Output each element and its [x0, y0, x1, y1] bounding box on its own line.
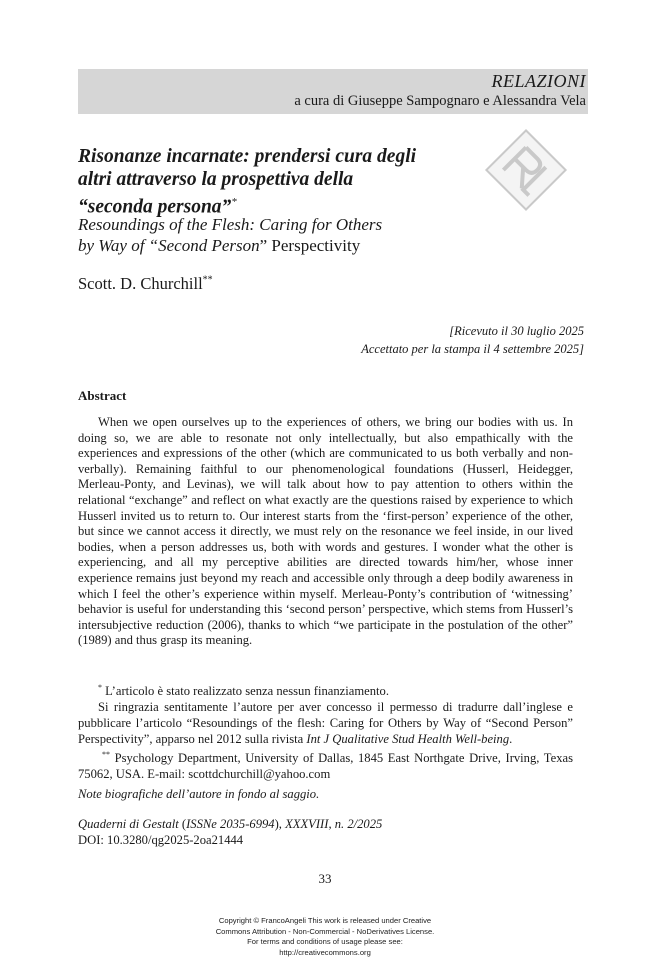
- submission-dates: [361, 322, 584, 358]
- journal-text: ),: [274, 817, 286, 831]
- title-line: altri attraverso la prospettiva della: [78, 169, 354, 190]
- title-line: [78, 235, 498, 256]
- title-text: by Way of “: [78, 236, 159, 255]
- title-text: Second Person: [158, 236, 260, 255]
- license-link[interactable]: http://creativecommons.org: [279, 947, 371, 957]
- accepted-date: Accettato per la stampa il 4 settembre 2025]: [361, 342, 584, 356]
- license-line: Commons Attribution - Non-Commercial - NoDerivatives License.: [215, 926, 435, 936]
- footnote-acknowledgement: [78, 699, 573, 747]
- journal-text: (: [178, 817, 187, 831]
- article-title-english: [78, 214, 498, 256]
- footnote-text: Si ringrazia sentitamente l’autore per aver concesso il permesso di tradurre dall’inglese e pubblicare l’articolo “Resoundings of the flesh: Caring for Others by Way of “Second Person” Perspectivity”, apparso nel 2012 sulla rivista: [78, 700, 573, 747]
- footnote-text: L’articolo è stato realizzato senza nessun finanziamento.: [102, 684, 389, 699]
- footnote-2: [78, 747, 573, 782]
- abstract-heading: Abstract: [78, 388, 127, 403]
- abstract-text: When we open ourselves up to the experiences of others, we bring our bodies with us. In doing so, we are able to resonate not only intellectually, but also empathically with the experiences and expressions of the other (which are communicated to us both verbally and non-verbally). Remaining faithful to our phenomenological foundations (Husserl, Heidegger, Merleau-Ponty, and Levinas), we will talk about how to pay attention to others within the relational “exchange” and reflect on what exactly are the questions raised by experience to which Husserl invited us to return to. Our interest starts from the ‘first-person’ experience of the other, but since we cannot access it directly, we must rely on the resonance we feel inside, in our lived bodies, when a person addresses us, both with words and gestures. I wonder what the other is experiencing, and all my perceptive abilities are directed towards him/her, whose inner experience remains just beyond my reach and accessible only through a deep bodily awareness in which I feel the other’s experience within myself. Merleau-Ponty’s contribution of ‘witnessing’ behavior is useful for understanding this ‘second person’ perspective, which stems from Husserl’s intersubjective reduction (2006), thanks to which “we participate in the postulation of the other” (1989) and thus grasp its meaning.: [78, 415, 573, 648]
- license-notice: [0, 916, 650, 958]
- footnote-mark: **: [202, 274, 213, 286]
- journal-info: [78, 816, 382, 848]
- title-line-text: “seconda persona”: [78, 196, 232, 218]
- section-editors: a cura di Giuseppe Sampognaro e Alessandra Vela: [294, 93, 586, 109]
- author-text: Scott. D. Churchill: [78, 274, 203, 293]
- footnote-journal: Int J Qualitative Stud Health Well-being: [306, 732, 510, 747]
- journal-name: Quaderni di Gestalt: [78, 817, 179, 831]
- title-line: Risonanze incarnate: prendersi cura degli: [78, 146, 417, 167]
- title-text: ” Perspectivity: [259, 236, 361, 255]
- bio-note: Note biografiche dell’autore in fondo al saggio.: [78, 787, 320, 801]
- section-title: RELAZIONI: [491, 71, 586, 91]
- author-name: [78, 274, 213, 294]
- license-line: For terms and conditions of usage please see:: [247, 937, 403, 946]
- footnotes: [78, 680, 573, 782]
- footnote-text: Psychology Department, University of Dallas, 1845 East Northgate Drive, Irving, Texas 75062, USA. E-mail: scottdchurchill@yahoo.com: [78, 751, 573, 782]
- footnote-1: [78, 680, 573, 699]
- journal-issn: ISSNe 2035-6994: [186, 817, 275, 831]
- footnote-mark: **: [102, 750, 110, 760]
- journal-monogram-logo-icon: [480, 124, 572, 216]
- received-date: [Ricevuto il 30 luglio 2025: [449, 324, 584, 338]
- footnote-mark: *: [98, 683, 102, 692]
- journal-volume: XXXVIII, n. 2/2025: [285, 817, 383, 831]
- license-line: Copyright © FrancoAngeli This work is released under Creative: [218, 916, 432, 925]
- article-title-italian: [78, 145, 478, 219]
- doi: DOI: 10.3280/qg2025-2oa21444: [78, 833, 244, 847]
- title-line: Resoundings of the Flesh: Caring for Others: [78, 215, 383, 234]
- footnote-mark: *: [231, 196, 237, 208]
- footnote-text: .: [509, 732, 513, 747]
- page-number: 33: [318, 871, 332, 886]
- journal-citation: [78, 816, 382, 832]
